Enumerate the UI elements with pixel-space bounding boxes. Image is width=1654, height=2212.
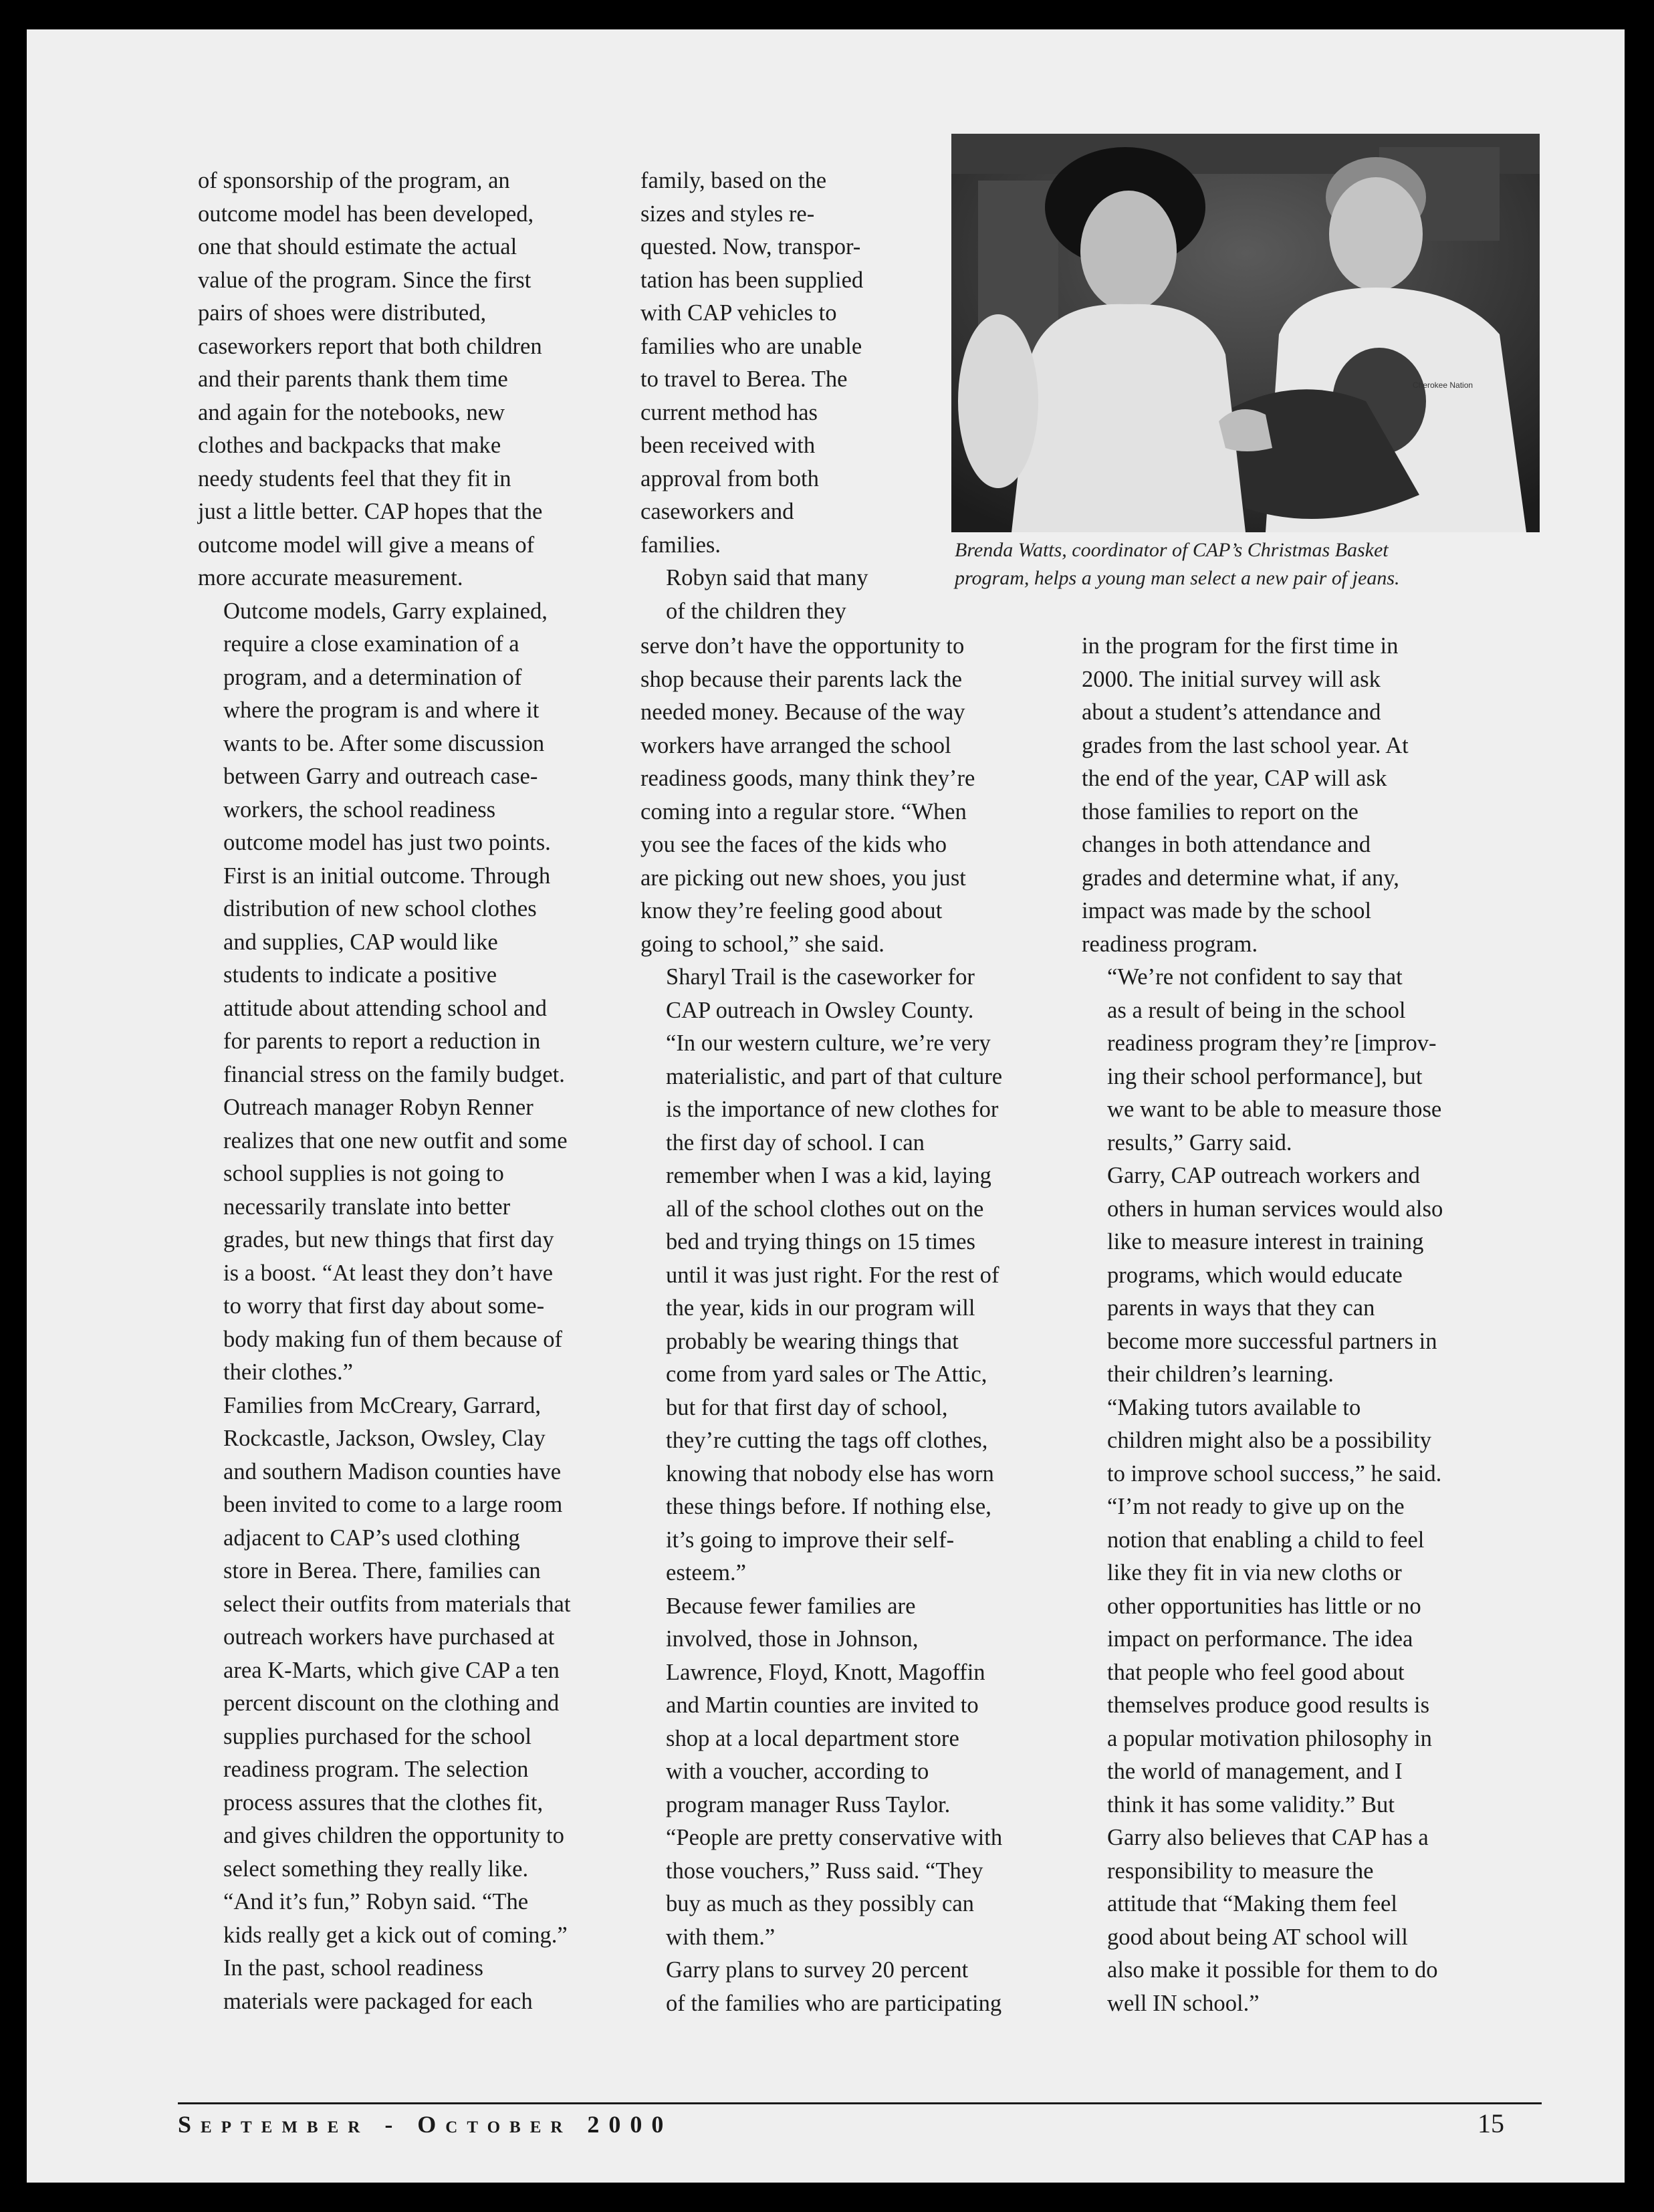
text-line: children might also be a possibility: [1107, 1428, 1431, 1453]
text-line: think it has some validity.” But: [1107, 1791, 1395, 1817]
text-line: Robyn said that many: [666, 565, 868, 590]
text-line: value of the program. Since the first: [198, 267, 531, 293]
text-line: others in human services would also: [1107, 1196, 1443, 1222]
article-column-2-bottom: [640, 630, 1082, 2020]
text-line: caseworkers report that both children: [198, 333, 542, 359]
text-line: but for that first day of school,: [666, 1394, 948, 1420]
text-line: Sharyl Trail is the caseworker for: [666, 964, 975, 990]
text-line: Garry plans to survey 20 percent: [666, 1957, 969, 1983]
text-line: those vouchers,” Russ said. “They: [666, 1858, 983, 1884]
text-line: supplies purchased for the school: [223, 1723, 531, 1749]
paragraph: [1082, 961, 1550, 1159]
text-line: outcome model has just two points.: [223, 830, 551, 855]
text-line: you see the faces of the kids who: [640, 832, 947, 857]
text-line: “People are pretty conservative with: [666, 1825, 1003, 1850]
article-column-2-top: [640, 164, 948, 628]
shirt-text: Cherokee Nation: [1413, 380, 1473, 390]
text-line: program manager Russ Taylor.: [666, 1791, 951, 1817]
issue-date: September - October 2000: [178, 2111, 673, 2138]
text-line: “In our western culture, we’re very: [666, 1030, 991, 1056]
text-line: select something they really like.: [223, 1856, 529, 1882]
text-line: pairs of shoes were distributed,: [198, 300, 487, 326]
text-line: and again for the notebooks, new: [198, 399, 505, 425]
text-line: Outcome models, Garry explained,: [223, 598, 548, 624]
text-line: needy students feel that they fit in: [198, 465, 511, 491]
page-number: 15: [1478, 2108, 1504, 2138]
text-line: going to school,” she said.: [640, 931, 884, 957]
text-line: to travel to Berea. The: [640, 366, 848, 392]
text-line: about a student’s attendance and: [1082, 699, 1381, 725]
text-line: just a little better. CAP hopes that the: [198, 499, 543, 524]
text-line: we want to be able to measure those: [1107, 1097, 1442, 1122]
text-line: outcome model has been developed,: [198, 201, 534, 227]
text-line: students to indicate a positive: [223, 962, 497, 988]
text-line: and gives children the opportunity to: [223, 1823, 564, 1848]
text-line: changes in both attendance and: [1082, 832, 1371, 857]
text-line: also make it possible for them to do: [1107, 1957, 1438, 1983]
text-line: financial stress on the family budget.: [223, 1061, 565, 1087]
text-line: necessarily translate into better: [223, 1194, 511, 1220]
text-line: programs, which would educate: [1107, 1262, 1403, 1288]
text-line: where the program is and where it: [223, 697, 540, 723]
paragraph: [198, 595, 653, 1092]
paragraph: [640, 164, 948, 562]
text-line: program, and a determination of: [223, 664, 522, 690]
paragraph: [640, 562, 948, 628]
text-line: are picking out new shoes, you just: [640, 865, 966, 891]
text-line: sizes and styles re-: [640, 201, 815, 227]
text-line: attitude that “Making them feel: [1107, 1891, 1397, 1916]
text-line: like to measure interest in training: [1107, 1229, 1424, 1254]
text-line: probably be wearing things that: [666, 1328, 959, 1354]
text-line: notion that enabling a child to feel: [1107, 1527, 1425, 1553]
text-line: materials were packaged for each: [223, 1988, 533, 2014]
text-line: it’s going to improve their self-: [666, 1527, 955, 1553]
text-line: store in Berea. There, families can: [223, 1558, 541, 1583]
text-line: know they’re feeling good about: [640, 898, 943, 923]
text-line: as a result of being in the school: [1107, 997, 1406, 1023]
paragraph: [198, 1390, 653, 1953]
paragraph: [1082, 630, 1550, 961]
text-line: 2000. The initial survey will ask: [1082, 666, 1381, 692]
text-line: the world of management, and I: [1107, 1759, 1403, 1784]
text-line: more accurate measurement.: [198, 565, 463, 590]
text-line: for parents to report a reduction in: [223, 1028, 541, 1054]
text-line: select their outfits from materials that: [223, 1591, 571, 1617]
text-line: families.: [640, 532, 721, 558]
caption-line: Brenda Watts, coordinator of CAP’s Christmas Basket: [955, 539, 1389, 561]
text-line: is a boost. “At least they don’t have: [223, 1260, 553, 1286]
text-line: and southern Madison counties have: [223, 1458, 562, 1484]
text-line: percent discount on the clothing and: [223, 1690, 560, 1716]
text-line: Families from McCreary, Garrard,: [223, 1392, 541, 1418]
text-line: caseworkers and: [640, 499, 794, 524]
text-line: buy as much as they possibly can: [666, 1891, 974, 1916]
text-line: shop because their parents lack the: [640, 666, 963, 692]
photo-caption: [955, 536, 1556, 592]
text-line: readiness program.: [1082, 931, 1258, 957]
text-line: these things before. If nothing else,: [666, 1494, 991, 1519]
text-line: current method has: [640, 399, 818, 425]
paragraph: [640, 1590, 1082, 1955]
text-line: outcome model will give a means of: [198, 532, 535, 558]
text-line: Because fewer families are: [666, 1593, 916, 1619]
text-line: shop at a local department store: [666, 1725, 959, 1751]
paragraph: [1082, 1159, 1550, 1392]
magazine-page: [27, 29, 1625, 2183]
text-line: CAP outreach in Owsley County.: [666, 997, 974, 1023]
text-line: In the past, school readiness: [223, 1955, 483, 1981]
paragraph: [640, 961, 1082, 1590]
paragraph: [198, 1952, 653, 2018]
text-line: their children’s learning.: [1107, 1361, 1334, 1387]
text-line: good about being AT school will: [1107, 1924, 1408, 1950]
text-line: well IN school.”: [1107, 1990, 1260, 2016]
text-line: to worry that first day about some-: [223, 1293, 545, 1319]
text-line: impact on performance. The idea: [1107, 1626, 1413, 1652]
text-line: that people who feel good about: [1107, 1659, 1405, 1685]
text-line: been received with: [640, 433, 816, 458]
text-line: a popular motivation philosophy in: [1107, 1725, 1432, 1751]
text-line: Rockcastle, Jackson, Owsley, Clay: [223, 1426, 546, 1451]
text-line: and supplies, CAP would like: [223, 929, 498, 955]
text-line: families who are unable: [640, 333, 862, 359]
text-line: and Martin counties are invited to: [666, 1692, 979, 1718]
text-line: like they fit in via new cloths or: [1107, 1560, 1402, 1585]
text-line: Garry also believes that CAP has a: [1107, 1825, 1429, 1850]
text-line: require a close examination of a: [223, 631, 519, 657]
text-line: all of the school clothes out on the: [666, 1196, 984, 1222]
paragraph: [640, 1954, 1082, 2020]
text-line: serve don’t have the opportunity to: [640, 633, 965, 659]
text-line: with them.”: [666, 1924, 776, 1950]
article-photo: [951, 134, 1540, 532]
text-line: attitude about attending school and: [223, 995, 547, 1021]
text-line: with a voucher, according to: [666, 1759, 929, 1784]
text-line: quested. Now, transpor-: [640, 234, 861, 259]
text-line: “We’re not confident to say that: [1107, 964, 1403, 990]
text-line: parents in ways that they can: [1107, 1295, 1375, 1321]
text-line: until it was just right. For the rest of: [666, 1262, 999, 1288]
text-line: needed money. Because of the way: [640, 699, 965, 725]
article-column-1: [198, 164, 653, 2018]
text-line: of the families who are participating: [666, 1990, 1002, 2016]
text-line: distribution of new school clothes: [223, 896, 537, 921]
text-line: involved, those in Johnson,: [666, 1626, 919, 1652]
text-line: and their parents thank them time: [198, 366, 508, 392]
text-line: impact was made by the school: [1082, 898, 1372, 923]
text-line: Garry, CAP outreach workers and: [1107, 1163, 1420, 1188]
text-line: tation has been supplied: [640, 267, 864, 293]
text-line: is the importance of new clothes for: [666, 1097, 999, 1122]
text-line: responsibility to measure the: [1107, 1858, 1374, 1884]
text-line: Outreach manager Robyn Renner: [223, 1095, 534, 1120]
paragraph: [640, 630, 1082, 961]
text-line: in the program for the first time in: [1082, 633, 1399, 659]
paragraph: [1082, 1392, 1550, 2021]
text-line: body making fun of them because of: [223, 1326, 563, 1352]
text-line: one that should estimate the actual: [198, 234, 517, 259]
text-line: grades, but new things that first day: [223, 1227, 554, 1252]
text-line: materialistic, and part of that culture: [666, 1063, 1003, 1089]
caption-line: program, helps a young man select a new pair of jeans.: [955, 567, 1400, 589]
text-line: process assures that the clothes fit,: [223, 1789, 544, 1815]
text-line: readiness program they’re [improv-: [1107, 1030, 1437, 1056]
text-line: area K-Marts, which give CAP a ten: [223, 1657, 560, 1683]
paragraph: [198, 164, 653, 595]
text-line: realizes that one new outfit and some: [223, 1127, 568, 1153]
text-line: the first day of school. I can: [666, 1129, 925, 1155]
text-line: “Making tutors available to: [1107, 1394, 1361, 1420]
text-line: knowing that nobody else has worn: [666, 1460, 994, 1486]
text-line: themselves produce good results is: [1107, 1692, 1430, 1718]
text-line: First is an initial outcome. Through: [223, 863, 551, 889]
text-line: school supplies is not going to: [223, 1161, 504, 1186]
text-line: been invited to come to a large room: [223, 1492, 563, 1517]
text-line: outreach workers have purchased at: [223, 1624, 555, 1650]
text-line: kids really get a kick out of coming.”: [223, 1922, 568, 1948]
text-line: remember when I was a kid, laying: [666, 1163, 991, 1188]
text-line: ing their school performance], but: [1107, 1063, 1423, 1089]
text-line: those families to report on the: [1082, 798, 1358, 824]
text-line: with CAP vehicles to: [640, 300, 837, 326]
text-line: of the children they: [666, 598, 846, 624]
text-line: come from yard sales or The Attic,: [666, 1361, 987, 1387]
text-line: esteem.”: [666, 1560, 746, 1585]
photo-illustration: [951, 134, 1540, 532]
text-line: “And it’s fun,” Robyn said. “The: [223, 1889, 529, 1914]
text-line: the year, kids in our program will: [666, 1295, 975, 1321]
text-line: they’re cutting the tags off clothes,: [666, 1428, 988, 1453]
text-line: “I’m not ready to give up on the: [1107, 1494, 1405, 1519]
text-line: grades and determine what, if any,: [1082, 865, 1399, 891]
text-line: grades from the last school year. At: [1082, 732, 1409, 758]
text-line: their clothes.”: [223, 1359, 353, 1385]
text-line: become more successful partners in: [1107, 1328, 1437, 1354]
text-line: of sponsorship of the program, an: [198, 168, 510, 193]
text-line: approval from both: [640, 465, 819, 491]
article-column-3: [1082, 630, 1550, 2020]
text-line: wants to be. After some discussion: [223, 730, 545, 756]
text-line: coming into a regular store. “When: [640, 798, 967, 824]
text-line: family, based on the: [640, 168, 827, 193]
text-line: readiness program. The selection: [223, 1757, 529, 1782]
text-line: bed and trying things on 15 times: [666, 1229, 975, 1254]
text-line: other opportunities has little or no: [1107, 1593, 1421, 1619]
text-line: readiness goods, many think they’re: [640, 766, 975, 791]
text-line: results,” Garry said.: [1107, 1129, 1292, 1155]
paragraph: [198, 1091, 653, 1390]
text-line: workers, the school readiness: [223, 796, 496, 822]
text-line: clothes and backpacks that make: [198, 433, 501, 458]
text-line: to improve school success,” he said.: [1107, 1460, 1442, 1486]
text-line: Lawrence, Floyd, Knott, Magoffin: [666, 1659, 985, 1685]
text-line: workers have arranged the school: [640, 732, 951, 758]
text-line: between Garry and outreach case-: [223, 764, 538, 789]
text-line: the end of the year, CAP will ask: [1082, 766, 1387, 791]
footer-rule: [178, 2102, 1542, 2104]
text-line: adjacent to CAP’s used clothing: [223, 1525, 520, 1551]
